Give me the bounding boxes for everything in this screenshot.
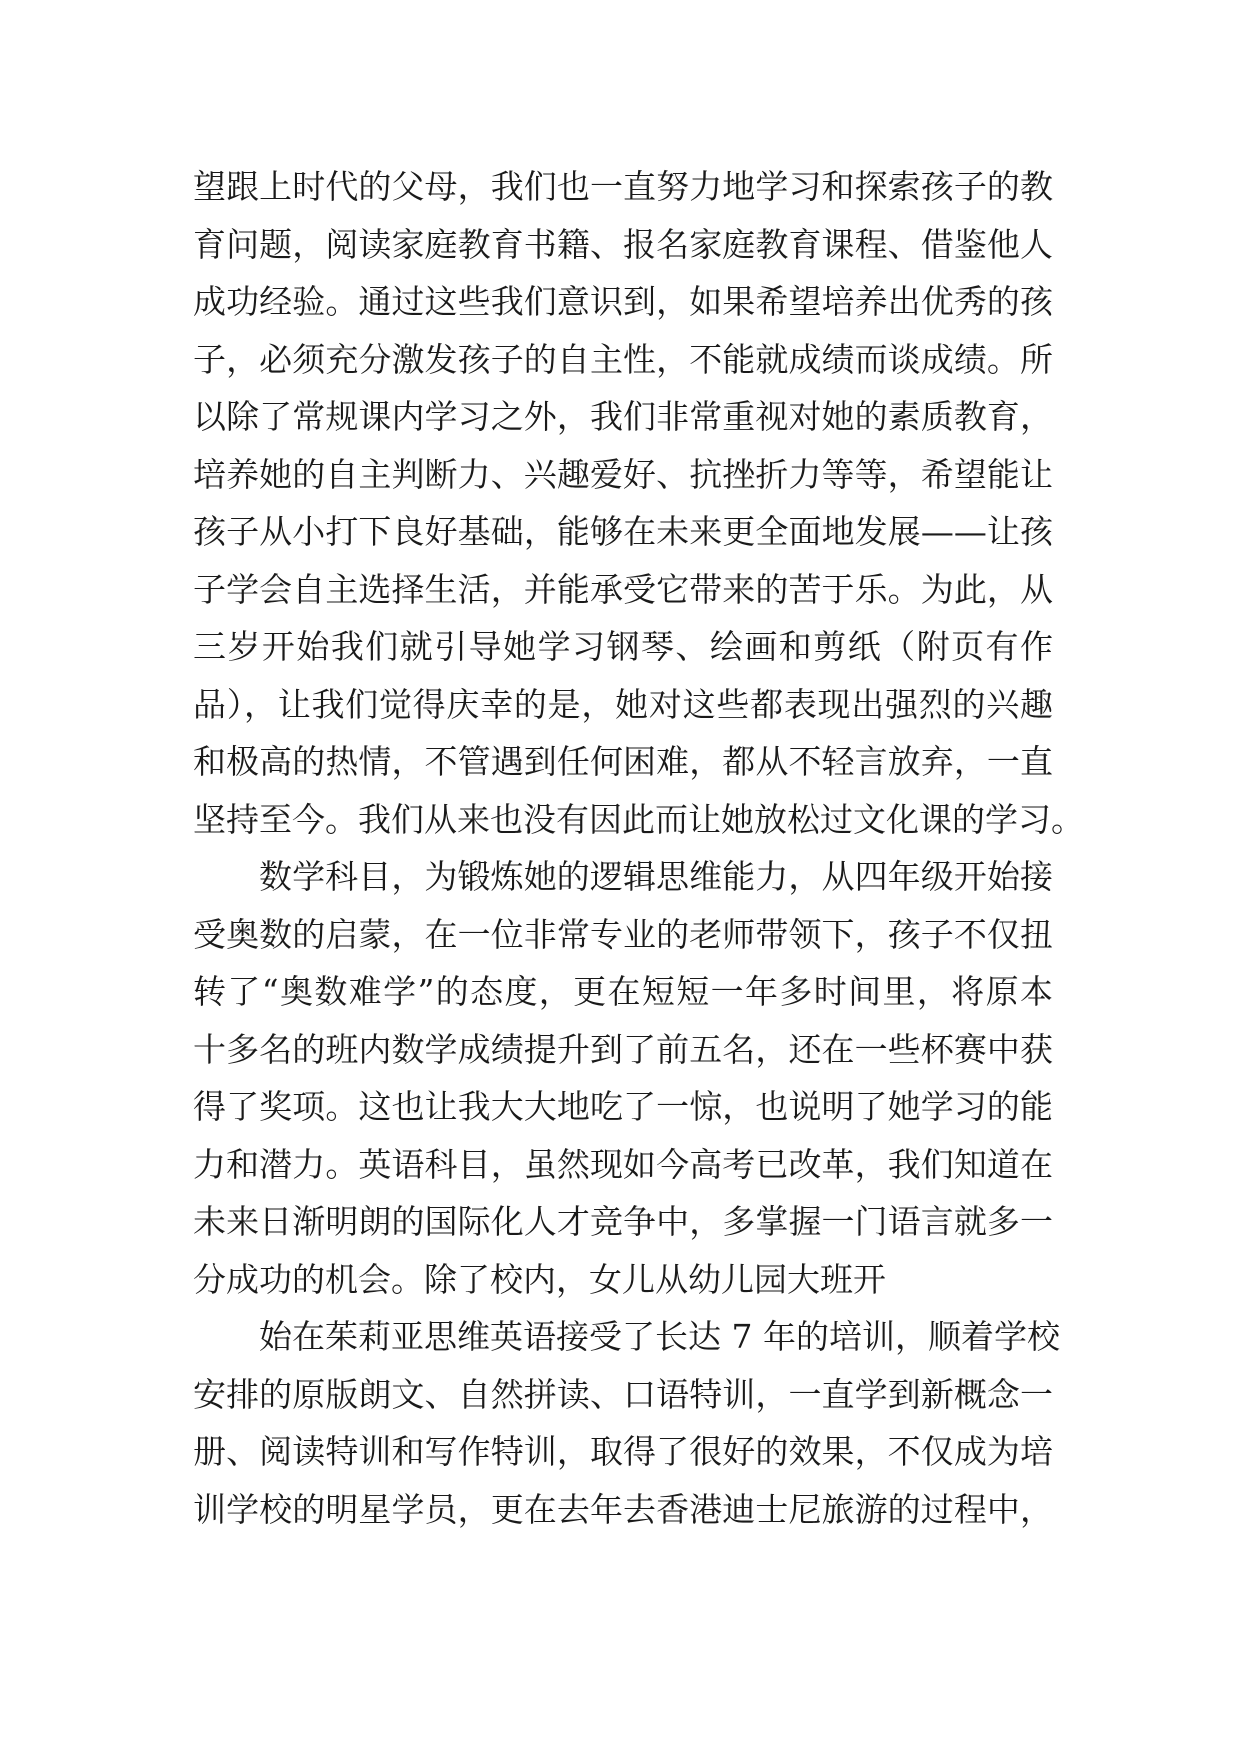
text-line: 力和潜力。英语科目，虽然现如今高考已改革，我们知道在: [193, 1144, 1053, 1184]
text-line: 成功经验。通过这些我们意识到，如果希望培养出优秀的孩: [193, 282, 1053, 321]
text-line: 子，必须充分激发孩子的自主性，不能就成绩而谈成绩。所: [193, 339, 1053, 379]
text-line: 安排的原版朗文、自然拼读、口语特训，一直学到新概念一: [193, 1374, 1053, 1414]
text-line: 以除了常规课内学习之外，我们非常重视对她的素质教育，: [193, 397, 1053, 436]
text-line: 三岁开始我们就引导她学习钢琴、绘画和剪纸（附页有作: [193, 627, 1053, 666]
text-line: 十多名的班内数学成绩提升到了前五名，还在一些杯赛中获: [193, 1029, 1053, 1069]
text-line: 数学科目，为锻炼她的逻辑思维能力，从四年级开始接: [259, 857, 1053, 896]
text-line: 训学校的明星学员，更在去年去香港迪士尼旅游的过程中，: [193, 1489, 1053, 1529]
text-line: 未来日渐明朗的国际化人才竞争中，多掌握一门语言就多一: [193, 1202, 1053, 1241]
text-line: 册、阅读特训和写作特训，取得了很好的效果，不仅成为培: [193, 1432, 1053, 1471]
text-line: 育问题，阅读家庭教育书籍、报名家庭教育课程、借鉴他人: [193, 224, 1053, 264]
text-line: 得了奖项。这也让我大大地吃了一惊，也说明了她学习的能: [193, 1087, 1053, 1126]
text-line: 望跟上时代的父母，我们也一直努力地学习和探索孩子的教: [193, 167, 1053, 206]
body-text: [193, 158, 1084, 1538]
text-line: 孩子从小打下良好基础，能够在未来更全面地发展——让孩: [193, 512, 1053, 551]
text-line: 转了“奥数难学”的态度，更在短短一年多时间里，将原本: [193, 972, 1053, 1011]
text-line: 始在茱莉亚思维英语接受了长达 7 年的培训，顺着学校: [259, 1317, 1060, 1356]
text-line: 坚持至今。我们从来也没有因此而让她放松过文化课的学习。: [193, 799, 1084, 839]
text-line: 品），让我们觉得庆幸的是，她对这些都表现出强烈的兴趣: [193, 684, 1053, 724]
text-line: 子学会自主选择生活，并能承受它带来的苦于乐。为此，从: [193, 569, 1053, 609]
text-line: 受奥数的启蒙，在一位非常专业的老师带领下，孩子不仅扭: [193, 914, 1053, 954]
text-line: 培养她的自主判断力、兴趣爱好、抗挫折力等等，希望能让: [193, 454, 1053, 494]
text-line: 分成功的机会。除了校内，女儿从幼儿园大班开: [193, 1259, 886, 1299]
text-line: 和极高的热情，不管遇到任何困难，都从不轻言放弃，一直: [193, 742, 1053, 781]
